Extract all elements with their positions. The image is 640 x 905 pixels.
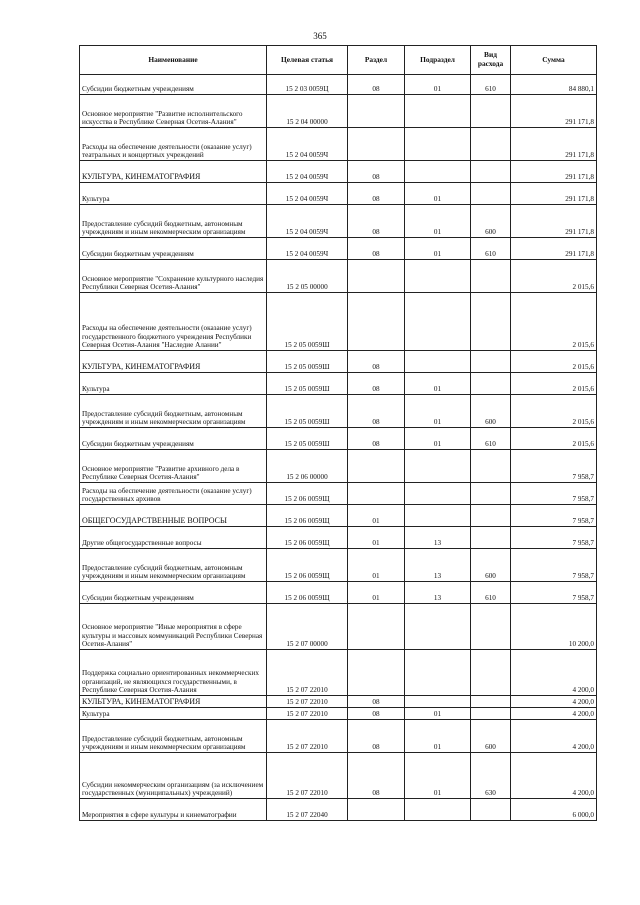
table-row [80,753,597,799]
table-row [80,696,597,708]
cell-section: 08 [348,373,405,395]
cell-type [471,183,511,205]
cell-sum: 291 171,8 [511,161,597,183]
cell-code: 15 2 07 22010 [267,753,348,799]
cell-subsection [405,650,471,696]
budget-table [79,45,597,821]
page-number: 365 [313,31,327,41]
cell-type [471,128,511,161]
table-row [80,351,597,373]
cell-name: Субсидии бюджетным учреждениям [80,428,267,450]
cell-code: 15 2 07 22010 [267,708,348,720]
cell-type [471,505,511,527]
cell-sum: 291 171,8 [511,183,597,205]
cell-name: КУЛЬТУРА, КИНЕМАТОГРАФИЯ [80,161,267,183]
cell-type: 600 [471,205,511,238]
table-row [80,75,597,95]
cell-type [471,373,511,395]
cell-code: 15 2 06 0059Щ [267,483,348,505]
cell-sum: 4 200,0 [511,720,597,753]
cell-section [348,604,405,650]
cell-sum: 4 200,0 [511,650,597,696]
table-row [80,483,597,505]
cell-type [471,293,511,351]
cell-name: Культура [80,183,267,205]
cell-name: Субсидии бюджетным учреждениям [80,75,267,95]
table-row [80,395,597,428]
cell-section [348,293,405,351]
cell-section: 08 [348,696,405,708]
cell-sum: 4 200,0 [511,708,597,720]
cell-code: 15 2 06 0059Щ [267,527,348,549]
cell-code: 15 2 04 0059Ч [267,205,348,238]
cell-type [471,604,511,650]
cell-name: КУЛЬТУРА, КИНЕМАТОГРАФИЯ [80,351,267,373]
cell-sum: 291 171,8 [511,205,597,238]
cell-name: Предоставление субсидий бюджетным, автономным учреждениям и иным некоммерческим организациям [80,205,267,238]
cell-code: 15 2 04 0059Ч [267,238,348,260]
cell-name: Другие общегосударственные вопросы [80,527,267,549]
cell-type [471,696,511,708]
cell-name: Предоставление субсидий бюджетным, автономным учреждениям и иным некоммерческим организациям [80,395,267,428]
cell-name: Предоставление субсидий бюджетным, автономным учреждениям и иным некоммерческим организациям [80,549,267,582]
cell-sum: 7 958,7 [511,483,597,505]
cell-subsection [405,128,471,161]
cell-section [348,128,405,161]
cell-code: 15 2 04 0059Ч [267,128,348,161]
table-header [80,46,597,75]
cell-type: 610 [471,75,511,95]
cell-section [348,483,405,505]
cell-section: 08 [348,75,405,95]
cell-sum: 7 958,7 [511,549,597,582]
header-type: Вид расхода [471,46,511,75]
cell-section: 08 [348,708,405,720]
cell-code: 15 2 05 00000 [267,260,348,293]
cell-type: 600 [471,395,511,428]
table-row [80,720,597,753]
cell-subsection [405,95,471,128]
cell-section [348,650,405,696]
table-row [80,238,597,260]
cell-section: 08 [348,428,405,450]
table-row [80,205,597,238]
cell-name: Культура [80,373,267,395]
cell-name: Расходы на обеспечение деятельности (оказание услуг) государственных архивов [80,483,267,505]
cell-sum: 2 015,6 [511,428,597,450]
cell-type [471,527,511,549]
cell-sum: 291 171,8 [511,95,597,128]
cell-section: 01 [348,505,405,527]
cell-sum: 4 200,0 [511,753,597,799]
cell-name: Культура [80,708,267,720]
cell-sum: 291 171,8 [511,128,597,161]
cell-subsection: 13 [405,582,471,604]
cell-subsection [405,450,471,483]
table-row [80,527,597,549]
table-row [80,183,597,205]
table-body [80,75,597,821]
cell-subsection: 01 [405,720,471,753]
cell-subsection: 01 [405,373,471,395]
cell-section: 08 [348,205,405,238]
cell-name: Субсидии некоммерческим организациям (за исключением государственных (муниципальных) учреждений) [80,753,267,799]
cell-type [471,161,511,183]
header-sum: Сумма [511,46,597,75]
cell-code: 15 2 06 00000 [267,450,348,483]
cell-type [471,650,511,696]
cell-sum: 6 000,0 [511,799,597,821]
cell-sum: 4 200,0 [511,696,597,708]
cell-section: 08 [348,395,405,428]
cell-code: 15 2 05 0059Ш [267,351,348,373]
table-row [80,260,597,293]
cell-subsection: 01 [405,395,471,428]
cell-code: 15 2 07 22010 [267,720,348,753]
cell-code: 15 2 04 00000 [267,95,348,128]
cell-code: 15 2 05 0059Ш [267,428,348,450]
cell-name: Основное мероприятие "Сохранение культурного наследия Республики Северная Осетия-Алания" [80,260,267,293]
cell-sum: 2 015,6 [511,395,597,428]
cell-type [471,450,511,483]
cell-subsection [405,351,471,373]
cell-name: Поддержка социально ориентированных некоммерческих организаций, не являющихся государственными, в Республике Северная Осетия-Алания [80,650,267,696]
table-row [80,582,597,604]
table-row [80,650,597,696]
cell-type: 600 [471,549,511,582]
cell-type [471,799,511,821]
cell-section: 08 [348,753,405,799]
header-section: Раздел [348,46,405,75]
cell-subsection [405,293,471,351]
cell-name: КУЛЬТУРА, КИНЕМАТОГРАФИЯ [80,696,267,708]
cell-subsection [405,604,471,650]
cell-sum: 2 015,6 [511,293,597,351]
cell-type [471,708,511,720]
cell-type: 610 [471,582,511,604]
cell-subsection: 01 [405,75,471,95]
header-code: Целевая статья [267,46,348,75]
cell-section: 01 [348,549,405,582]
cell-code: 15 2 07 22010 [267,696,348,708]
cell-sum: 2 015,6 [511,351,597,373]
cell-code: 15 2 05 0059Ш [267,395,348,428]
cell-sum: 2 015,6 [511,260,597,293]
table-row [80,708,597,720]
cell-subsection [405,696,471,708]
cell-section: 01 [348,527,405,549]
cell-section: 08 [348,183,405,205]
cell-sum: 2 015,6 [511,373,597,395]
cell-section [348,450,405,483]
cell-section: 08 [348,161,405,183]
cell-subsection: 01 [405,753,471,799]
table-row [80,450,597,483]
cell-subsection [405,260,471,293]
cell-section: 08 [348,238,405,260]
cell-section: 01 [348,582,405,604]
cell-subsection: 13 [405,527,471,549]
cell-code: 15 2 07 22010 [267,650,348,696]
cell-subsection [405,161,471,183]
cell-type [471,483,511,505]
cell-subsection: 01 [405,428,471,450]
cell-name: Субсидии бюджетным учреждениям [80,238,267,260]
cell-code: 15 2 06 0059Щ [267,505,348,527]
cell-name: Основное мероприятие "Развитие архивного дела в Республике Северная Осетия-Алания" [80,450,267,483]
cell-code: 15 2 03 0059Ц [267,75,348,95]
cell-type [471,351,511,373]
cell-subsection: 01 [405,708,471,720]
cell-section: 08 [348,351,405,373]
table-row [80,293,597,351]
cell-type: 610 [471,238,511,260]
cell-code: 15 2 04 0059Ч [267,183,348,205]
cell-code: 15 2 06 0059Щ [267,549,348,582]
cell-code: 15 2 07 22040 [267,799,348,821]
cell-code: 15 2 04 0059Ч [267,161,348,183]
cell-type [471,260,511,293]
header-subsection: Подраздел [405,46,471,75]
table-row [80,549,597,582]
table-row [80,799,597,821]
cell-name: Основное мероприятие "Развитие исполнительского искусства в Республике Северная Осетия-Алания" [80,95,267,128]
cell-name: Предоставление субсидий бюджетным, автономным учреждениям и иным некоммерческим организациям [80,720,267,753]
cell-section: 08 [348,720,405,753]
cell-section [348,95,405,128]
cell-subsection [405,483,471,505]
cell-sum: 7 958,7 [511,527,597,549]
cell-sum: 10 200,0 [511,604,597,650]
cell-name: Расходы на обеспечение деятельности (оказание услуг) театральных и концертных учреждений [80,128,267,161]
header-row [80,46,597,75]
cell-type [471,95,511,128]
cell-code: 15 2 06 0059Щ [267,582,348,604]
cell-name: Мероприятия в сфере культуры и кинематографии [80,799,267,821]
cell-subsection [405,505,471,527]
table-row [80,95,597,128]
cell-code: 15 2 07 00000 [267,604,348,650]
cell-type: 630 [471,753,511,799]
cell-subsection: 01 [405,238,471,260]
cell-code: 15 2 05 0059Ш [267,293,348,351]
cell-name: ОБЩЕГОСУДАРСТВЕННЫЕ ВОПРОСЫ [80,505,267,527]
cell-sum: 291 171,8 [511,238,597,260]
cell-section [348,799,405,821]
table-row [80,428,597,450]
cell-subsection: 13 [405,549,471,582]
cell-sum: 84 880,1 [511,75,597,95]
cell-name: Расходы на обеспечение деятельности (оказание услуг) государственного бюджетного учреждения Республики Северная Осетия-Алания "Наследие Алании" [80,293,267,351]
header-name: Наименование [80,46,267,75]
table-row [80,373,597,395]
table-row [80,128,597,161]
cell-type: 600 [471,720,511,753]
cell-subsection [405,799,471,821]
table-row [80,604,597,650]
cell-name: Основное мероприятие "Иные мероприятия в сфере культуры и массовых коммуникаций Республики Северная Осетия-Алания" [80,604,267,650]
cell-section [348,260,405,293]
cell-code: 15 2 05 0059Ш [267,373,348,395]
cell-type: 610 [471,428,511,450]
table-row [80,505,597,527]
cell-sum: 7 958,7 [511,582,597,604]
table-row [80,161,597,183]
cell-sum: 7 958,7 [511,450,597,483]
cell-subsection: 01 [405,205,471,238]
cell-name: Субсидии бюджетным учреждениям [80,582,267,604]
cell-subsection: 01 [405,183,471,205]
cell-sum: 7 958,7 [511,505,597,527]
